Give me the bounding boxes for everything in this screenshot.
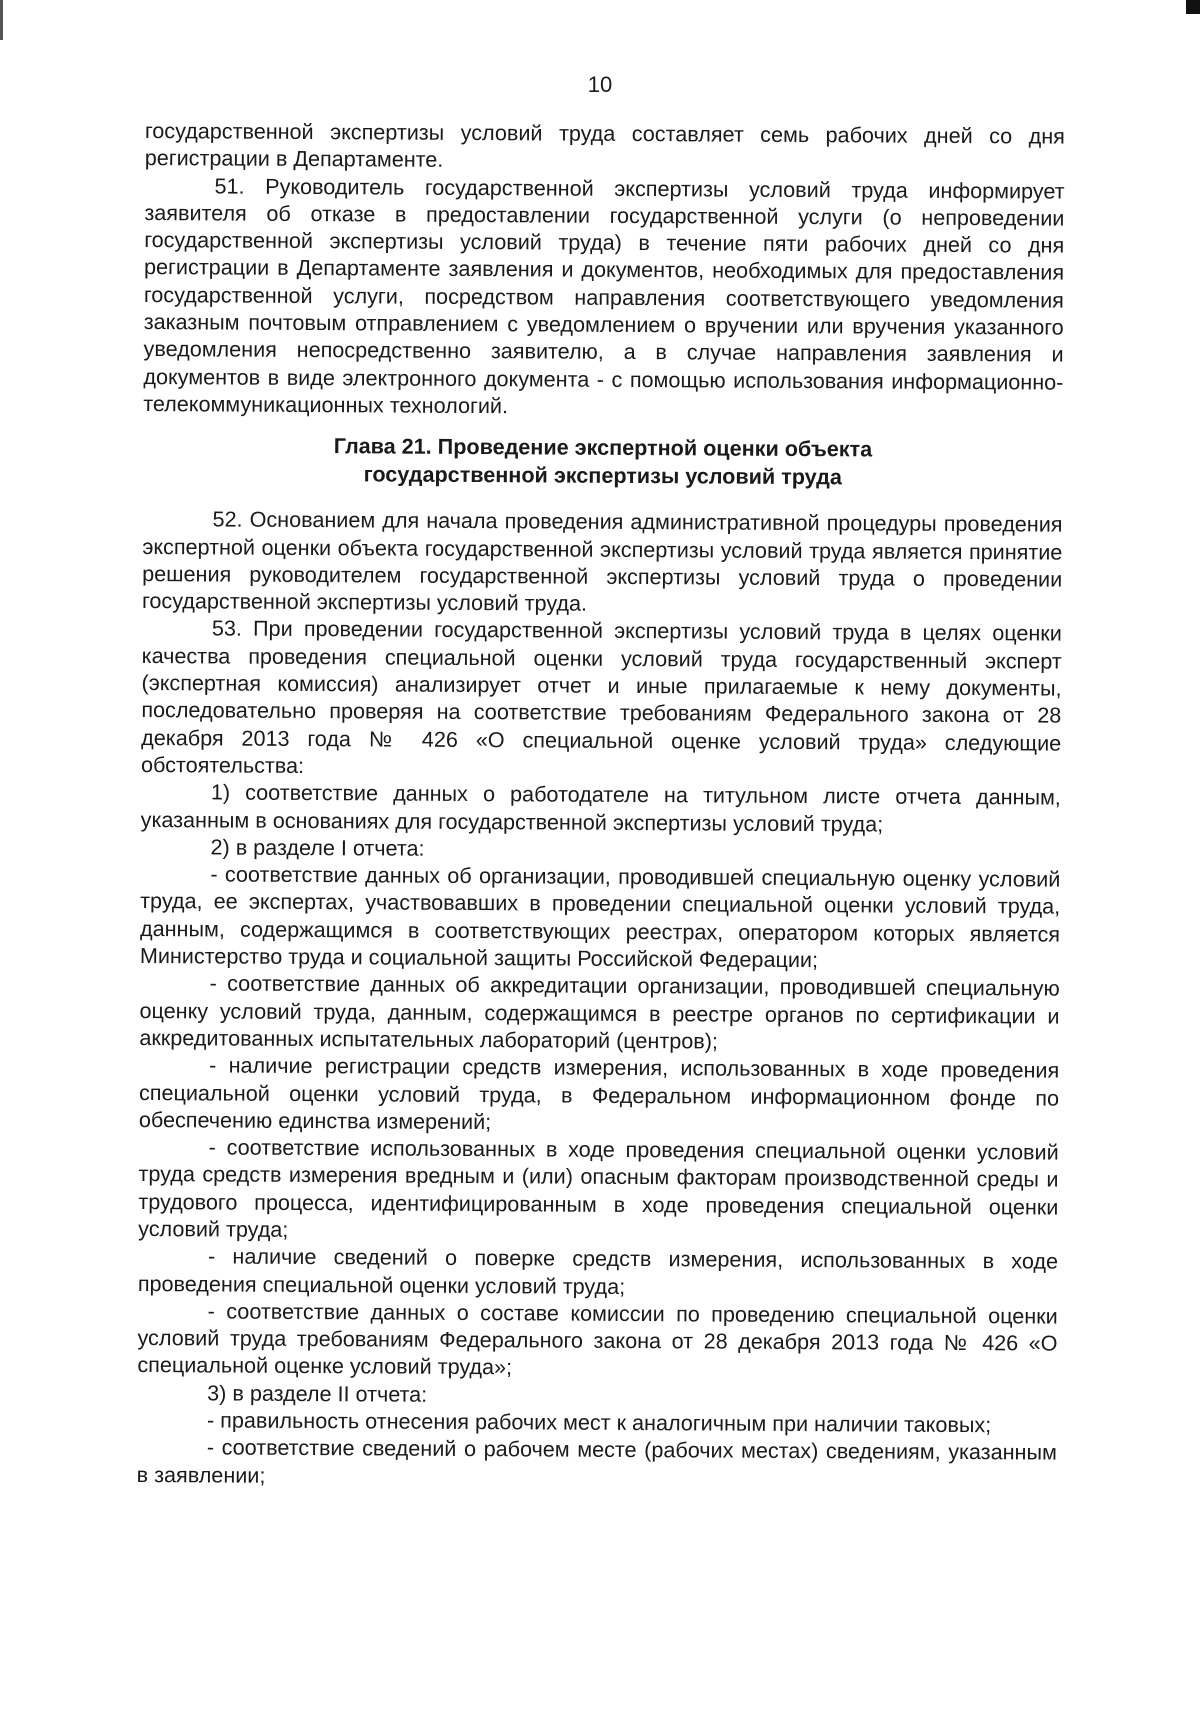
paragraph-continuation: государственной экспертизы условий труда составляет семь рабочих дней со дня регистрации в Департаменте. — [144, 117, 1065, 173]
sub-item: - соответствие данных о составе комиссии по проведению специальной оценки условий труда требованиям Федерального закона от 28 декабря 2013 года № 426 «О специальной оценке условий труда»; — [137, 1298, 1058, 1380]
sub-item: - соответствие данных об организации, проводившей специальную оценку условий труда, ее экспертах, участвовавших в проведении специальной оценки условий труда, данным, содержащимся в соответствующих реестрах, оператором которых является Министерство труда и социальной защиты Российской Федерации; — [139, 861, 1061, 973]
sub-item: - правильность отнесения рабочих мест к аналогичным при наличии таковых; — [206, 1407, 992, 1438]
sub-item: - соответствие данных об аккредитации организации, проводившей специальную оценку условий труда, данным, содержащимся в реестре органов по сертификации и аккредитованных испытательных лабораторий (центров); — [139, 970, 1060, 1054]
list-item-1: 1) соответствие данных о работодателе на титульном листе отчета данным, указанным в основаниях для государственной экспертизы условий труда; — [140, 779, 1061, 837]
sub-item: - соответствие использованных в ходе проведения специальной оценки условий труда средств измерения вредным и (или) опасным факторам производственной среды и трудового процесса, идентифицированным в ходе проведения специальной оценки условий труда; — [138, 1134, 1059, 1242]
sub-item: - наличие регистрации средств измерения, использованных в ходе проведения специальной оценки условий труда, в Федеральном информационном фонде по обеспечению единства измерений; — [138, 1052, 1060, 1134]
document-body — [137, 117, 1065, 1494]
list-item-2: 2) в разделе I отчета: — [210, 834, 425, 861]
chapter-heading — [143, 431, 1063, 493]
chapter-heading-line1: Глава 21. Проведение экспертной оценки объекта — [333, 433, 873, 462]
sub-item: - наличие сведений о поверке средств измерения, использованных в ходе проведения специальной оценки условий труда; — [137, 1243, 1059, 1299]
chapter-heading-line2: государственной экспертизы условий труда — [363, 461, 842, 490]
scan-edge-mark-left — [0, 0, 3, 40]
paragraph-51: 51. Руководитель государственной экспертизы условий труда информирует заявителя об отказе в предоставлении государственной услуги (о непроведении государственной экспертизы условий труда) в течение пяти рабочих дней со дня регистрации в Департаменте заявления и документов, необходимых для предоставления государственной услуги, посредством направления соответствующего уведомления заказным почтовым отправлением с уведомлением о вручении или вручения указанного уведомления непосредственно заявителю, а в случае направления заявления и документов в виде электронного документа - с помощью использования информационно-телекоммуникационных технологий. — [143, 173, 1065, 419]
sub-item: - соответствие сведений о рабочем месте (рабочих местах) сведениям, указанным в заявлении; — [136, 1434, 1057, 1488]
list-item-3: 3) в разделе II отчета: — [207, 1380, 428, 1407]
paragraph-53: 53. При проведении государственной экспертизы условий труда в целях оценки качества проведения специальной оценки условий труда государственный эксперт (экспертная комиссия) анализирует отчет и иные прилагаемые к нему документы, последовательно проверяя на соответствие требованиям Федерального закона от 28 декабря 2013 года № 426 «О специальной оценке условий труда» следующие обстоятельства: — [140, 615, 1062, 778]
page-number: 10 — [587, 72, 613, 97]
paragraph-52: 52. Основанием для начала проведения административной процедуры проведения экспертной оценки объекта государственной экспертизы условий труда является принятие решения руководителем государственной экспертизы условий труда о проведении государственной экспертизы условий труда. — [141, 506, 1063, 616]
scan-edge-mark — [1186, 0, 1200, 14]
